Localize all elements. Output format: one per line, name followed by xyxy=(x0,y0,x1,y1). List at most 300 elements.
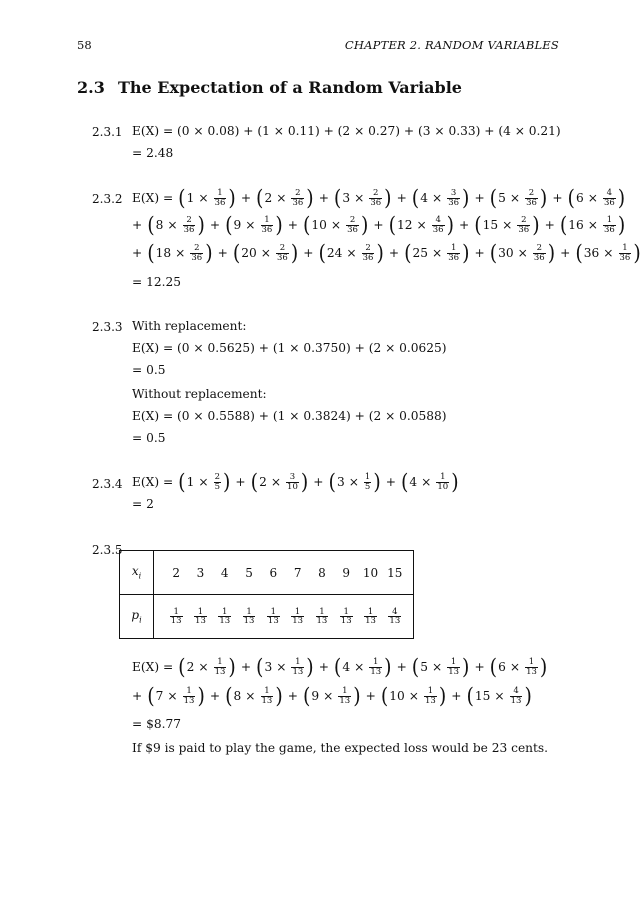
times-sign: × xyxy=(167,689,178,703)
equation-row: + ( 18 × $\frac{2}{36}$ ) + ( 20 × $\frac{2}{36}$ ) + ( 24 × $\frac{2}{36}$ ) + ( 25 × $\frac{1}{36}$ ) + ( 30 × $\frac{2}{36}$ ) + ( 36 × $\frac{1}{36}$ ) xyxy=(132,239,641,266)
term-value: 8 xyxy=(233,689,242,703)
numerator: 1 xyxy=(367,606,374,617)
term-value: 5 xyxy=(498,191,506,205)
left-paren: ( xyxy=(232,239,241,266)
numerator: 4 xyxy=(392,606,398,617)
times-sign: × xyxy=(354,191,365,205)
table-cell xyxy=(285,595,309,639)
numerator: 4 xyxy=(606,188,613,198)
fraction xyxy=(170,608,183,626)
plus-sign: + xyxy=(396,660,407,674)
product-term xyxy=(250,468,310,495)
numerator: 2 xyxy=(186,215,192,225)
plus-sign: + xyxy=(459,218,470,232)
times-sign: × xyxy=(603,246,614,260)
term-list xyxy=(146,211,626,238)
right-paren: ) xyxy=(539,184,548,211)
numerator: 3 xyxy=(450,188,457,198)
numerator: 2 xyxy=(536,243,542,253)
table-cell: 3 xyxy=(188,551,212,595)
times-sign: × xyxy=(587,218,598,232)
product-term xyxy=(317,239,384,266)
right-paren: ) xyxy=(275,211,283,238)
product-term xyxy=(302,211,369,238)
table-cell xyxy=(358,595,382,639)
term-list xyxy=(146,682,533,709)
product-term xyxy=(224,211,284,238)
numerator: 3 xyxy=(289,472,296,482)
numerator: 1 xyxy=(319,606,325,617)
fraction xyxy=(619,244,632,262)
fraction xyxy=(447,189,460,207)
fraction xyxy=(517,216,530,234)
times-sign: × xyxy=(198,191,209,205)
equation-result: = 0.5 xyxy=(132,431,166,445)
term-value: 9 xyxy=(233,218,242,232)
times-sign: × xyxy=(416,218,427,232)
plus-sign: + xyxy=(303,246,314,260)
denominator: 36 xyxy=(370,197,382,208)
fraction xyxy=(243,608,256,626)
times-sign: × xyxy=(198,475,209,489)
right-paren: ) xyxy=(300,468,309,495)
equation-row xyxy=(132,469,460,495)
numerator: 1 xyxy=(342,686,348,696)
product-term xyxy=(232,239,299,266)
term-value: 4 xyxy=(409,475,418,489)
left-paren: ( xyxy=(489,239,498,266)
product-term xyxy=(177,184,237,211)
right-paren: ) xyxy=(306,653,314,680)
row-header: $p_i$ xyxy=(120,595,154,639)
table-cell xyxy=(188,595,212,639)
fraction xyxy=(276,244,289,262)
right-paren: ) xyxy=(462,184,470,211)
right-paren: ) xyxy=(524,682,532,709)
denominator: 13 xyxy=(261,695,273,706)
fraction xyxy=(510,687,523,705)
term-value: 1 xyxy=(186,191,195,205)
right-paren: ) xyxy=(205,239,213,266)
numerator: 1 xyxy=(343,606,349,617)
table-cell xyxy=(383,595,407,639)
product-term xyxy=(177,653,237,680)
fraction xyxy=(286,473,299,491)
table-cell: 15 xyxy=(383,551,407,595)
fraction xyxy=(291,189,304,207)
equation-row: + ( 7 × $\frac{1}{13}$ ) + ( 8 × $\frac{1}{13}$ ) + ( 9 × $\frac{1}{13}$ ) + ( 10 × $\frac{1}{13}$ ) + ( 15 × $\frac{4}{13}$ ) xyxy=(132,682,532,709)
equation-prefix: E(X) = xyxy=(132,660,174,674)
fraction xyxy=(362,244,375,262)
denominator: 36 xyxy=(362,252,374,263)
numerator: 1 xyxy=(450,243,457,253)
product-term xyxy=(567,184,627,211)
equation-result: = 2.48 xyxy=(132,146,174,160)
product-term xyxy=(473,211,540,238)
table-cell: 5 xyxy=(237,551,261,595)
product-term xyxy=(224,682,284,709)
term-value: 3 xyxy=(336,475,345,489)
term-value: 4 xyxy=(420,191,428,205)
right-paren: ) xyxy=(384,653,392,680)
right-paren: ) xyxy=(223,468,231,495)
numerator: 4 xyxy=(435,215,441,225)
left-paren: ( xyxy=(302,211,311,238)
numerator: 2 xyxy=(214,472,220,482)
denominator: 13 xyxy=(267,616,279,626)
term-value: 10 xyxy=(389,689,405,703)
times-sign: × xyxy=(245,218,256,232)
denominator: 36 xyxy=(518,224,530,235)
fraction xyxy=(214,473,221,491)
left-paren: ( xyxy=(178,468,186,495)
section-number: 2.3 xyxy=(77,78,105,97)
left-paren: ( xyxy=(489,653,498,680)
right-paren: ) xyxy=(547,239,556,266)
table-cell xyxy=(334,595,358,639)
numerator: 2 xyxy=(365,243,371,253)
denominator: 13 xyxy=(292,666,304,677)
fraction xyxy=(603,216,616,234)
product-term xyxy=(489,653,549,680)
denominator: 36 xyxy=(292,197,304,208)
left-paren: ( xyxy=(388,211,397,238)
right-paren: ) xyxy=(532,211,540,238)
right-paren: ) xyxy=(617,184,626,211)
numerator: 1 xyxy=(217,657,223,667)
right-paren: ) xyxy=(376,239,384,266)
term-value: 4 xyxy=(342,660,351,674)
term-value: 36 xyxy=(583,246,600,260)
fraction xyxy=(432,216,445,234)
numerator: 2 xyxy=(194,243,200,253)
denominator: 36 xyxy=(603,197,615,208)
right-paren: ) xyxy=(462,653,470,680)
fraction xyxy=(603,189,616,207)
term-value: 3 xyxy=(264,660,273,674)
fraction xyxy=(183,687,196,705)
denominator: 36 xyxy=(183,224,195,235)
times-sign: × xyxy=(348,475,359,489)
plus-sign: + xyxy=(474,246,485,260)
equation-result: = $8.77 xyxy=(132,717,181,731)
times-sign: × xyxy=(502,218,513,232)
product-term xyxy=(333,653,393,680)
right-paren: ) xyxy=(290,239,299,266)
product-term xyxy=(255,184,315,211)
left-paren: ( xyxy=(178,184,186,211)
denominator: 13 xyxy=(365,616,376,626)
denominator: 13 xyxy=(339,695,351,706)
left-paren: ( xyxy=(489,184,498,211)
denominator: 36 xyxy=(448,197,460,208)
denominator: 13 xyxy=(195,616,206,626)
term-value: 15 xyxy=(482,218,499,232)
table-cell xyxy=(261,595,285,639)
denominator: 13 xyxy=(448,666,460,677)
product-term xyxy=(403,239,470,266)
product-term xyxy=(489,239,556,266)
fraction xyxy=(364,473,371,491)
problem-label: 2.3.5 xyxy=(92,543,123,557)
fraction xyxy=(533,244,546,262)
plus-sign: + xyxy=(388,246,400,260)
left-paren: ( xyxy=(333,653,342,680)
right-paren: ) xyxy=(197,211,205,238)
left-paren: ( xyxy=(567,184,575,211)
right-paren: ) xyxy=(633,239,641,266)
plus-sign: + xyxy=(385,475,396,489)
section-title: The Expectation of a Random Variable xyxy=(118,78,462,97)
product-term xyxy=(328,468,382,495)
table-cell xyxy=(237,595,261,639)
fraction xyxy=(214,189,227,207)
plus-sign: + xyxy=(240,660,252,674)
plus-sign: + xyxy=(474,660,485,674)
product-term xyxy=(146,239,213,266)
fraction xyxy=(388,608,401,626)
product-term xyxy=(574,239,641,266)
problem-label: 2.3.3 xyxy=(92,320,123,334)
left-paren: ( xyxy=(225,682,233,709)
denominator: 13 xyxy=(425,695,436,706)
fraction xyxy=(525,189,538,207)
left-paren: ( xyxy=(250,468,259,495)
term-value: 2 xyxy=(186,660,195,674)
product-term xyxy=(302,682,362,709)
left-paren: ( xyxy=(380,682,389,709)
product-term xyxy=(465,682,532,709)
times-sign: × xyxy=(408,689,419,703)
denominator: 36 xyxy=(261,224,273,235)
left-paren: ( xyxy=(474,211,482,238)
numerator: 1 xyxy=(295,657,301,667)
times-sign: × xyxy=(494,689,505,703)
table-cell: 6 xyxy=(261,551,285,595)
right-paren: ) xyxy=(228,184,236,211)
numerator: 4 xyxy=(513,686,519,696)
with-replacement-heading: With replacement: xyxy=(132,319,247,333)
equation-prefix: E(X) = xyxy=(132,191,174,205)
term-value: 18 xyxy=(155,246,172,260)
fraction xyxy=(291,658,304,676)
fraction xyxy=(436,473,449,491)
right-paren: ) xyxy=(438,682,447,709)
plus-sign: + xyxy=(552,191,563,205)
conclusion-text: If $9 is paid to play the game, the expected loss would be 23 cents. xyxy=(132,741,549,755)
term-value: 16 xyxy=(568,218,584,232)
term-value: 15 xyxy=(474,689,491,703)
denominator: 36 xyxy=(604,224,615,235)
page-number: 58 xyxy=(77,38,92,52)
numerator: 1 xyxy=(294,606,301,617)
fraction xyxy=(364,608,377,626)
plus-sign: + xyxy=(396,191,407,205)
product-term xyxy=(411,184,471,211)
term-value: 25 xyxy=(412,246,429,260)
plus-sign: + xyxy=(373,218,384,232)
table-cell xyxy=(164,595,188,639)
fraction xyxy=(194,608,207,626)
times-sign: × xyxy=(354,660,365,674)
right-paren: ) xyxy=(384,184,392,211)
fraction xyxy=(369,658,382,676)
table-row xyxy=(120,551,414,595)
right-paren: ) xyxy=(360,211,369,238)
equation-line: E(X) = (0 × 0.08) + (1 × 0.11) + (2 × 0.27) + (3 × 0.33) + (4 × 0.21) xyxy=(132,124,561,138)
times-sign: × xyxy=(421,475,432,489)
term-value: 7 xyxy=(155,689,164,703)
denominator: 5 xyxy=(214,481,220,492)
term-value: 6 xyxy=(498,660,506,674)
denominator: 36 xyxy=(432,224,444,235)
right-paren: ) xyxy=(228,653,236,680)
times-sign: × xyxy=(330,218,342,232)
term-value: 2 xyxy=(259,475,267,489)
times-sign: × xyxy=(198,660,209,674)
term-value: 5 xyxy=(420,660,428,674)
product-term xyxy=(411,653,471,680)
numerator: 1 xyxy=(270,606,277,617)
equation-result: = 0.5 xyxy=(132,363,166,377)
plus-sign: + xyxy=(240,191,252,205)
denominator: 36 xyxy=(533,252,545,263)
product-term xyxy=(380,682,447,709)
term-list xyxy=(146,239,642,266)
times-sign: × xyxy=(276,660,287,674)
equation-prefix: E(X) = xyxy=(132,475,174,489)
denominator: 13 xyxy=(340,616,352,626)
product-term xyxy=(146,682,206,709)
fraction xyxy=(346,216,359,234)
denominator: 13 xyxy=(243,616,255,626)
fraction xyxy=(338,687,351,705)
numerator: 2 xyxy=(279,243,286,253)
term-value: 6 xyxy=(575,191,584,205)
plus-sign: + xyxy=(217,246,228,260)
right-paren: ) xyxy=(451,468,459,495)
left-paren: ( xyxy=(147,211,155,238)
fraction xyxy=(424,687,437,705)
times-sign: × xyxy=(509,191,521,205)
right-paren: ) xyxy=(539,653,548,680)
right-paren: ) xyxy=(446,211,454,238)
left-paren: ( xyxy=(466,682,474,709)
numerator: 1 xyxy=(217,188,223,198)
denominator: 36 xyxy=(214,197,226,208)
product-term xyxy=(388,211,455,238)
right-paren: ) xyxy=(462,239,470,266)
numerator: 2 xyxy=(295,188,301,198)
fraction xyxy=(183,216,196,234)
numerator: 1 xyxy=(264,215,270,225)
denominator: 13 xyxy=(526,666,537,677)
denominator: 10 xyxy=(287,481,298,492)
plus-sign: + xyxy=(287,689,298,703)
numerator: 1 xyxy=(427,686,434,696)
plus-sign: + xyxy=(235,475,246,489)
denominator: 13 xyxy=(214,666,226,677)
table-cell: 4 xyxy=(213,551,237,595)
denominator: 13 xyxy=(370,666,382,677)
running-title: CHAPTER 2. RANDOM VARIABLES xyxy=(344,38,559,52)
denominator: 36 xyxy=(277,252,288,263)
times-sign: × xyxy=(270,475,282,489)
left-paren: ( xyxy=(333,184,342,211)
fraction xyxy=(316,608,329,626)
fraction xyxy=(218,608,231,626)
times-sign: × xyxy=(346,246,357,260)
left-paren: ( xyxy=(302,682,311,709)
denominator: 13 xyxy=(292,616,304,626)
plus-sign: + xyxy=(313,475,324,489)
times-sign: × xyxy=(260,246,271,260)
denominator: 36 xyxy=(526,197,537,208)
numerator: 2 xyxy=(528,188,535,198)
plus-sign: + xyxy=(451,689,462,703)
fraction xyxy=(447,244,460,262)
left-paren: ( xyxy=(256,184,264,211)
plus-sign: + xyxy=(287,218,298,232)
numerator: 1 xyxy=(173,606,179,617)
row-header: $x_i$ xyxy=(120,551,154,595)
fraction xyxy=(447,658,460,676)
denominator: 10 xyxy=(437,481,449,492)
table-row xyxy=(120,595,414,639)
product-term xyxy=(400,468,460,495)
denominator: 13 xyxy=(510,695,522,706)
times-sign: × xyxy=(323,689,334,703)
problem-label: 2.3.2 xyxy=(92,192,123,206)
numerator: 1 xyxy=(186,686,192,696)
equation-line: E(X) = (0 × 0.5625) + (1 × 0.3750) + (2 × 0.0625) xyxy=(132,341,447,355)
numerator: 1 xyxy=(622,243,628,253)
numerator: 1 xyxy=(606,215,613,225)
term-value: 30 xyxy=(498,246,514,260)
right-paren: ) xyxy=(275,682,283,709)
right-paren: ) xyxy=(353,682,361,709)
equation-line: E(X) = (0 × 0.5588) + (1 × 0.3824) + (2 × 0.0588) xyxy=(132,409,447,423)
term-value: 3 xyxy=(342,191,351,205)
left-paren: ( xyxy=(411,184,420,211)
equation-result: = 12.25 xyxy=(132,275,181,289)
denominator: 5 xyxy=(364,481,371,492)
fraction xyxy=(267,608,280,626)
table-cell: 2 xyxy=(164,551,188,595)
product-term xyxy=(177,468,231,495)
left-paren: ( xyxy=(178,653,186,680)
term-value: 20 xyxy=(241,246,257,260)
numerator: 1 xyxy=(222,606,228,617)
plus-sign: + xyxy=(560,246,571,260)
table-cell: 7 xyxy=(285,551,309,595)
term-value: 9 xyxy=(311,689,320,703)
left-paren: ( xyxy=(328,468,336,495)
times-sign: × xyxy=(175,246,186,260)
numerator: 2 xyxy=(349,215,356,225)
times-sign: × xyxy=(587,191,598,205)
fraction xyxy=(261,687,274,705)
numerator: 1 xyxy=(450,657,457,667)
product-term xyxy=(559,211,626,238)
left-paren: ( xyxy=(147,682,155,709)
plus-sign: + xyxy=(474,191,485,205)
fraction xyxy=(340,608,353,626)
denominator: 13 xyxy=(389,616,401,626)
term-value: 12 xyxy=(397,218,413,232)
left-paren: ( xyxy=(256,653,264,680)
equation-row: + ( 8 × $\frac{2}{36}$ ) + ( 9 × $\frac{1}{36}$ ) + ( 10 × $\frac{2}{36}$ ) + ( 12 × $\frac{4}{36}$ ) + ( 15 × $\frac{2}{36}$ ) + ( 16 × $\frac{1}{36}$ ) xyxy=(132,211,626,238)
